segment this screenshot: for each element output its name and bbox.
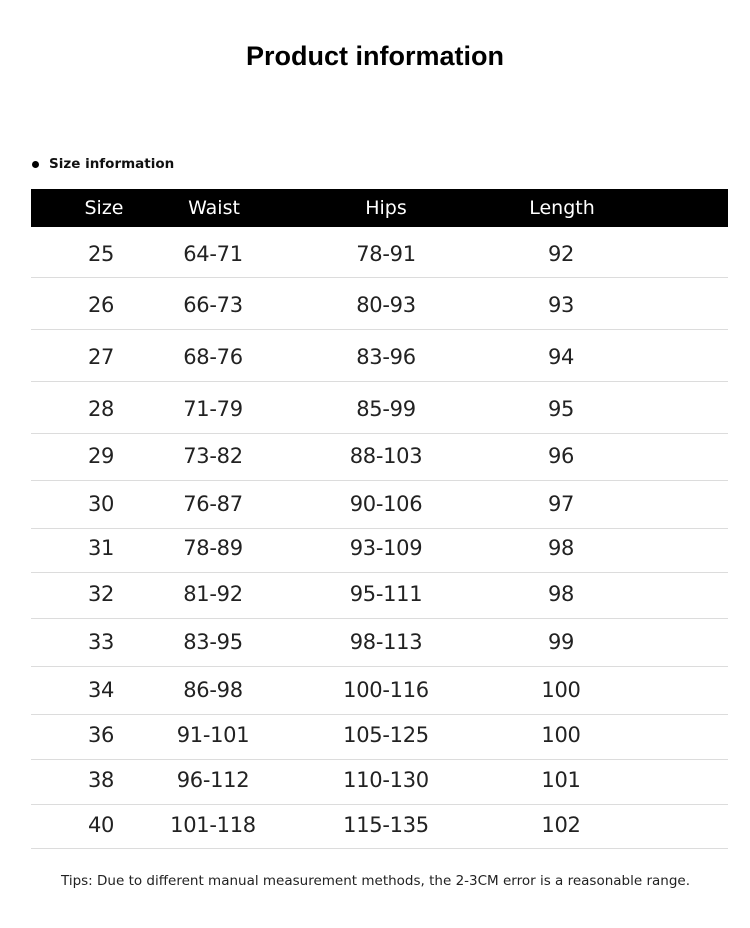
cell-size: 38 (87, 768, 115, 792)
header-waist: Waist (188, 197, 240, 219)
table-row (31, 481, 728, 529)
cell-hips: 93-109 (349, 536, 423, 560)
cell-size: 33 (87, 630, 115, 654)
table-row (31, 382, 728, 434)
cell-waist: 78-89 (183, 536, 243, 560)
cell-waist: 64-71 (183, 242, 243, 266)
cell-size: 26 (87, 293, 115, 317)
cell-length: 102 (541, 813, 581, 837)
cell-length: 98 (547, 536, 575, 560)
cell-hips: 98-113 (349, 630, 423, 654)
cell-waist: 81-92 (183, 582, 243, 606)
cell-size: 25 (87, 242, 115, 266)
cell-size: 36 (87, 723, 115, 747)
table-row (31, 529, 728, 573)
cell-length: 99 (547, 630, 575, 654)
table-row (31, 434, 728, 481)
cell-hips: 105-125 (343, 723, 429, 747)
table-row (31, 760, 728, 805)
size-table-header (31, 189, 728, 227)
cell-hips: 90-106 (349, 492, 423, 516)
header-hips: Hips (365, 197, 407, 219)
cell-size: 30 (87, 492, 115, 516)
cell-waist: 83-95 (183, 630, 243, 654)
cell-hips: 80-93 (356, 293, 416, 317)
cell-size: 29 (87, 444, 115, 468)
cell-waist: 68-76 (183, 345, 243, 369)
cell-size: 34 (87, 678, 115, 702)
cell-length: 101 (541, 768, 581, 792)
cell-hips: 83-96 (356, 345, 416, 369)
cell-hips: 100-116 (343, 678, 429, 702)
section-label: Size information (49, 156, 175, 172)
table-row (31, 573, 728, 619)
size-information-section (32, 154, 174, 174)
cell-waist: 76-87 (183, 492, 243, 516)
cell-length: 96 (547, 444, 575, 468)
table-row (31, 278, 728, 330)
cell-hips: 88-103 (349, 444, 423, 468)
bullet-icon (32, 161, 39, 168)
cell-size: 28 (87, 397, 115, 421)
cell-length: 98 (547, 582, 575, 606)
cell-length: 100 (541, 723, 581, 747)
table-row (31, 715, 728, 760)
table-row (31, 667, 728, 715)
table-row (31, 330, 728, 382)
header-length: Length (529, 197, 595, 219)
cell-waist: 73-82 (183, 444, 243, 468)
cell-hips: 78-91 (356, 242, 416, 266)
table-row (31, 619, 728, 667)
cell-waist: 96-112 (176, 768, 250, 792)
cell-size: 32 (87, 582, 115, 606)
page-title: Product information (246, 41, 504, 71)
cell-waist: 101-118 (170, 813, 256, 837)
table-row (31, 805, 728, 849)
table-row (31, 229, 728, 278)
cell-hips: 110-130 (343, 768, 429, 792)
cell-waist: 86-98 (183, 678, 243, 702)
cell-hips: 85-99 (356, 397, 416, 421)
cell-waist: 71-79 (183, 397, 243, 421)
cell-length: 95 (547, 397, 575, 421)
cell-size: 27 (87, 345, 115, 369)
cell-size: 31 (87, 536, 115, 560)
cell-hips: 115-135 (343, 813, 429, 837)
header-size: Size (84, 197, 124, 219)
cell-waist: 91-101 (176, 723, 250, 747)
cell-size: 40 (87, 813, 115, 837)
cell-length: 92 (547, 242, 575, 266)
cell-length: 97 (547, 492, 575, 516)
cell-hips: 95-111 (349, 582, 423, 606)
cell-length: 93 (547, 293, 575, 317)
cell-waist: 66-73 (183, 293, 243, 317)
tips-note: Tips: Due to different manual measurement methods, the 2-3CM error is a reasonable range. (61, 873, 691, 889)
cell-length: 94 (547, 345, 575, 369)
cell-length: 100 (541, 678, 581, 702)
